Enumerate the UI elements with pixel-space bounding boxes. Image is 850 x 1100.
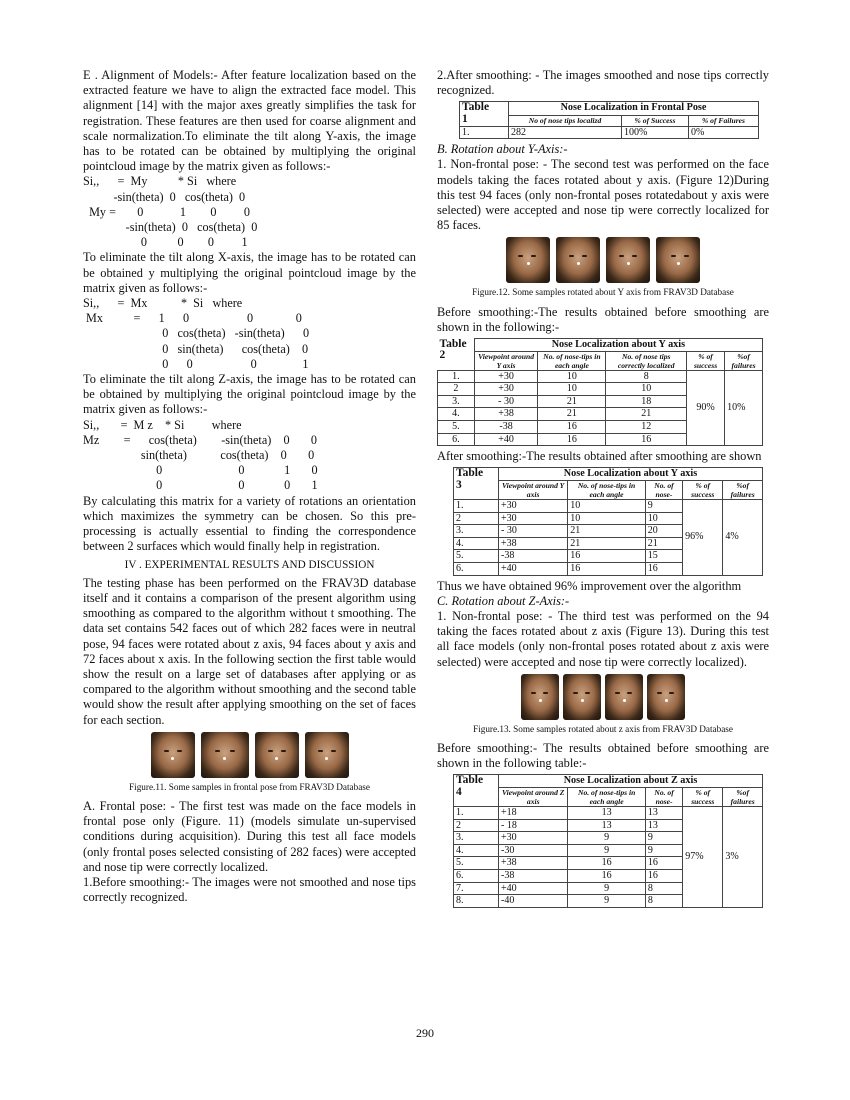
table-row: 2 - 18 13 13 <box>454 819 763 832</box>
table-label: Table 1 <box>460 102 509 126</box>
matrix-line: -sin(theta) 0 cos(theta) 0 <box>83 189 246 204</box>
table-header: % of success <box>687 351 725 370</box>
matrix-line: sin(theta) cos(theta) 0 0 <box>83 448 315 463</box>
figure-12-images <box>437 237 769 283</box>
matrix-line: 0 0 0 1 <box>83 356 309 371</box>
table-row: 1. +30 10 8 90% 10% <box>438 370 763 383</box>
table-title: Nose Localization about Y axis <box>499 468 763 481</box>
success-cell: 97% <box>683 806 723 907</box>
matrix-my <box>83 174 416 250</box>
matrix-line: Si,, = M z * Si where <box>83 417 242 432</box>
matrix-line: 0 cos(theta) -sin(theta) 0 <box>83 326 310 341</box>
y-axis-paragraph: 1. Non-frontal pose: - The second test was performed on the face models taking the faces rotated about y axis. (Figure 12)During this test 94 faces (only non-frontal poses rotatedabout y axis were selected) were accepted and nose tip were correctly localized for 85 faces. <box>437 157 769 233</box>
table-header: No. of nose- <box>645 787 682 806</box>
figure-12-caption: Figure.12. Some samples rotated about Y axis from FRAV3D Database <box>472 287 734 298</box>
table-title: Nose Localization in Frontal Pose <box>509 102 759 115</box>
success-cell: 90% <box>687 370 725 446</box>
table-header: Viewpoint around Z axis <box>499 787 568 806</box>
table-row: 2 +30 10 10 <box>438 383 763 396</box>
right-column <box>437 68 769 911</box>
figure-11-caption: Figure.11. Some samples in frontal pose from FRAV3D Database <box>129 781 370 792</box>
x-axis-paragraph: To eliminate the tilt along X-axis, the image has to be rotated can be obtained y multiplying the original pointcloud image by the matrix given as follows:- <box>83 250 416 295</box>
face-image <box>563 674 601 720</box>
table-header: No. of nose-tips in each angle <box>538 351 606 370</box>
face-image <box>255 732 299 778</box>
table-row: 6. +40 16 16 <box>454 562 763 575</box>
table-header: No. of nose-tips in each angle <box>568 787 645 806</box>
failure-cell: 3% <box>723 806 763 907</box>
table-header: No. of nose tips correctly localized <box>606 351 687 370</box>
face-image <box>606 237 650 283</box>
section-c-heading: C. Rotation about Z-Axis:- <box>437 593 570 608</box>
figure-13-images <box>437 674 769 720</box>
failure-cell: 10% <box>725 370 763 446</box>
before-smoothing-y-paragraph: Before smoothing:-The results obtained before smoothing are shown in the following:- <box>437 304 769 334</box>
table-header: % of success <box>683 787 723 806</box>
face-image <box>305 732 349 778</box>
table-cell: 0% <box>688 126 758 139</box>
matrix-line: 0 0 0 1 <box>83 478 318 493</box>
left-column <box>83 68 416 905</box>
section-b-heading: B. Rotation about Y-Axis:- <box>437 142 568 157</box>
table-row: 1. +30 10 9 96% 4% <box>454 499 763 512</box>
face-image <box>556 237 600 283</box>
table-cell: 1. <box>460 126 509 139</box>
table-row: 6. -38 16 16 <box>454 869 763 882</box>
table-row <box>460 126 759 139</box>
table-row: 1. +18 13 13 97% 3% <box>454 806 763 819</box>
table-cell: 282 <box>509 126 622 139</box>
table-header: Viewpoint around Y axis <box>474 351 538 370</box>
before-smoothing-z-paragraph: Before smoothing:- The results obtained before smoothing are shown in the following table:- <box>437 740 769 771</box>
page-number: 290 <box>416 1026 434 1040</box>
after-smoothing-y-paragraph: After smoothing:-The results obtained after smoothing are shown <box>437 449 762 464</box>
table-cell: 100% <box>622 126 689 139</box>
table-header: No. of nose- <box>645 480 682 499</box>
table-header: No. of nose-tips in each angle <box>568 480 646 499</box>
table-row: 6. +40 16 16 <box>438 433 763 446</box>
face-image <box>506 237 550 283</box>
z-axis-paragraph: To eliminate the tilt along Z-axis, the image has to be rotated can be obtained by multiplying the original pointcloud image by the matrix given as follows:- <box>83 372 416 417</box>
table-header: Viewpoint around Y axis <box>499 480 568 499</box>
face-image <box>521 674 559 720</box>
table-header: % of success <box>683 480 723 499</box>
table-row: 8. -40 9 8 <box>454 895 763 908</box>
matrix-line: 0 0 0 1 <box>83 235 248 250</box>
table-header: % of Success <box>622 115 689 126</box>
table-3 <box>453 467 763 575</box>
table-row: 3. - 30 21 18 <box>438 395 763 408</box>
table-1 <box>459 101 759 139</box>
table-row: 4. +38 21 21 <box>454 537 763 550</box>
table-label: Table 2 <box>439 337 467 362</box>
table-header: %of failures <box>723 480 763 499</box>
matrix-line: -sin(theta) 0 cos(theta) 0 <box>83 220 258 235</box>
table-row: 3. - 30 21 20 <box>454 525 763 538</box>
z-axis-test-paragraph: 1. Non-frontal pose: - The third test was performed on the 94 taking the faces rotated about z axis (Figure 13). During this test all face models (only non-frontal poses rotated about z axis were selected) were accepted and nose tip were correctly localized). <box>437 608 769 669</box>
matrix-line: 0 0 1 0 <box>83 463 318 478</box>
table-label: Table 3 <box>454 468 499 500</box>
matrix-line: Mz = cos(theta) -sin(theta) 0 0 <box>83 432 317 447</box>
before-smoothing-paragraph: 1.Before smoothing:- The images were not smoothed and nose tips correctly recognized. <box>83 874 416 905</box>
matrix-line: Mx = 1 0 0 0 <box>83 311 302 326</box>
face-image <box>201 732 249 778</box>
table-row: 5. -38 16 15 <box>454 550 763 563</box>
table-header: No of nose tips localizd <box>509 115 622 126</box>
table-title: Nose Localization about Z axis <box>499 775 763 788</box>
figure-13-caption: Figure.13. Some samples rotated about z axis from FRAV3D Database <box>473 723 733 734</box>
table-4 <box>453 774 763 907</box>
table-row: 5. -38 16 12 <box>438 420 763 433</box>
symmetry-paragraph: By calculating this matrix for a variety of rotations an orientation which maximizes the symmetry can be chosen. So this pre-processing is actually essential to finding the correspondence between 2 surfaces which would finally help in registration. <box>83 493 416 554</box>
matrix-line: Si,, = My * Si where <box>83 174 237 189</box>
testing-paragraph: The testing phase has been performed on the FRAV3D database itself and it contains a comparison of the present algorithm using smoothing as compared to the algorithm without t smoothing. The data set contains 542 faces out of which 282 faces were in neutral pose, 94 faces were rotated about z axis, 94 faces about y axis and 72 faces about x axis. In the following section the first table would show the result on a large set of databases after applying or as compared to the algorithm without smoothing and the second table would show the result after applying smoothing on the set of faces for each section. <box>83 575 416 727</box>
table-row: 7. +40 9 8 <box>454 882 763 895</box>
table-label: Table 4 <box>454 775 499 807</box>
matrix-line: My = 0 1 0 0 <box>83 204 251 219</box>
face-image <box>151 732 195 778</box>
table-header: %of failures <box>725 351 763 370</box>
figure-11-images <box>83 732 416 778</box>
table-header: % of Failures <box>688 115 758 126</box>
table-row: 4. +38 21 21 <box>438 408 763 421</box>
frontal-pose-paragraph: A. Frontal pose: - The first test was made on the face models in frontal pose only (Figure. 11) (models simulate un-supervised conditions during acquisition). During this test all face models (only frontal poses selected consisting of 282 faces) were accepted and nose tip were correctly localized. <box>83 798 416 874</box>
table-row: 4. -30 9 9 <box>454 844 763 857</box>
alignment-paragraph: E . Alignment of Models:- After feature localization based on the extracted feature we have to align the extracted face model. This alignment [14] with the major axes greatly simplifies the task for registration. These features are then used for coarse alignment and scale normalization.To eliminate the tilt along Y-axis, the image has to be rotated can be obtained by multiplying the original pointcloud image by the matrix given as follows:- <box>83 68 416 174</box>
matrix-mx <box>83 296 416 372</box>
success-cell: 96% <box>683 499 723 575</box>
matrix-line: 0 sin(theta) cos(theta) 0 <box>83 341 309 356</box>
table-2 <box>437 338 763 446</box>
face-image <box>605 674 643 720</box>
face-image <box>656 237 700 283</box>
section-heading: IV . EXPERIMENTAL RESULTS AND DISCUSSION <box>124 558 375 571</box>
improvement-paragraph: Thus we have obtained 96% improvement over the algorithm <box>437 578 742 593</box>
matrix-line: Si,, = Mx * Si where <box>83 296 243 311</box>
failure-cell: 4% <box>723 499 763 575</box>
matrix-mz <box>83 418 416 494</box>
table-row: 2 +30 10 10 <box>454 512 763 525</box>
table-row: 3. +30 9 9 <box>454 832 763 845</box>
table-header: %of failures <box>723 787 763 806</box>
after-smoothing-paragraph: 2.After smoothing: - The images smoothed and nose tips correctly recognized. <box>437 68 769 98</box>
table-row: 5. +38 16 16 <box>454 857 763 870</box>
face-image <box>647 674 685 720</box>
table-title: Nose Localization about Y axis <box>474 339 762 352</box>
